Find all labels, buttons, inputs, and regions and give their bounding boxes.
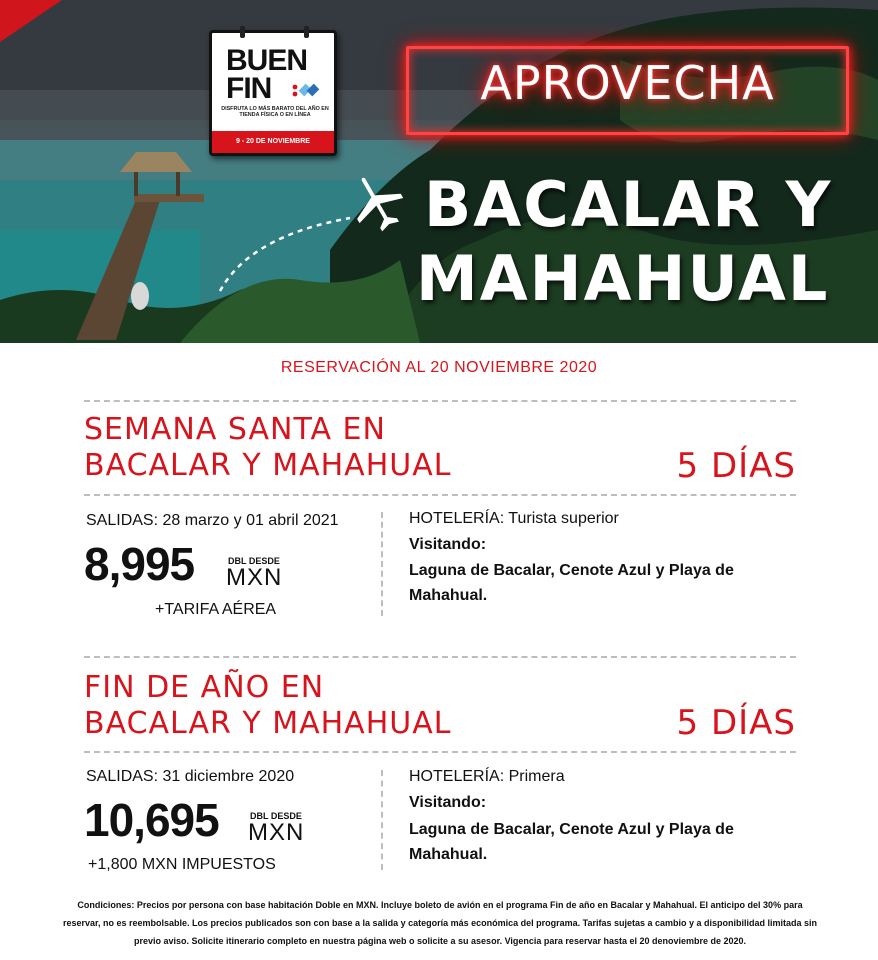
price-extra: +TARIFA AÉREA (155, 601, 277, 618)
price-tag: DBL DESDE (250, 811, 302, 821)
package-title-line2: BACALAR Y MAHAHUAL (84, 448, 452, 483)
corner-flag (0, 0, 62, 42)
calendar-ring-icon (304, 26, 309, 38)
buen-fin-mark-icon (292, 81, 322, 99)
visit-places: Laguna de Bacalar, Cenote Azul y Playa de Mahahual. (409, 562, 734, 604)
hotel-category: HOTELERÍA: Turista superior (409, 510, 619, 527)
headline: APROVECHA (480, 56, 775, 110)
buen-fin-line2: FIN (226, 72, 272, 105)
column-divider (381, 770, 383, 870)
package-title-line2: BACALAR Y MAHAHUAL (84, 706, 452, 741)
price-amount: 10,695 (84, 794, 219, 846)
visit-places: Laguna de Bacalar, Cenote Azul y Playa de Mahahual. (409, 821, 734, 863)
price-tag: DBL DESDE (228, 556, 280, 566)
buen-fin-tagline: DISFRUTA LO MÁS BARATO DEL AÑO EN TIENDA FÍSICA O EN LÍNEA (221, 106, 329, 118)
price-currency: MXN (248, 819, 305, 846)
package-title (84, 412, 451, 484)
divider (84, 494, 796, 496)
destination-line1: BACALAR Y (424, 168, 833, 241)
hero-banner (0, 0, 878, 343)
departure-dates: SALIDAS: 31 diciembre 2020 (86, 768, 295, 785)
package-duration: 5 DÍAS (676, 446, 796, 486)
destination-line2: MAHAHUAL (416, 242, 830, 315)
flight-path-line (210, 206, 360, 296)
buen-fin-line1: BUEN (226, 44, 308, 77)
departure-dates: SALIDAS: 28 marzo y 01 abril 2021 (86, 512, 339, 529)
divider (84, 400, 796, 402)
calendar-ring-icon (240, 26, 245, 38)
price-extra: +1,800 MXN IMPUESTOS (88, 856, 276, 873)
price-currency: MXN (226, 564, 283, 591)
price-amount: 8,995 (84, 538, 195, 590)
package-duration: 5 DÍAS (676, 703, 796, 743)
column-divider (381, 512, 383, 616)
reservation-deadline: RESERVACIÓN AL 20 NOVIEMBRE 2020 (280, 359, 598, 376)
package-title-line1: SEMANA SANTA EN (84, 412, 386, 447)
buen-fin-logo (209, 30, 337, 156)
visit-label: Visitando: (409, 794, 487, 811)
package-title (84, 670, 451, 742)
divider (84, 656, 796, 658)
visit-label: Visitando: (409, 536, 487, 553)
buen-fin-dates: 9 - 20 DE NOVIEMBRE (212, 131, 334, 153)
conditions-text: Condiciones: Precios por persona con base habitación Doble en MXN. Incluye boleto de avión en el programa Fin de año en Bacalar y Mahahual. El anticipo del 30% para reservar, no es reembolsable. Los precios publicados son con base a la salida y categoría más económica del programa. Tarifas sujetas a cambio y a disponibilidad limitada sin previo aviso. Solicite itinerario completo en nuestra página web o solicite a su asesor. Vigencia para reservar hasta el 20 denoviembre de 2020. (62, 900, 818, 946)
divider (84, 751, 796, 753)
package-title-line1: FIN DE AÑO EN (84, 670, 325, 705)
hotel-category: HOTELERÍA: Primera (409, 768, 565, 785)
airplane-icon (346, 172, 408, 234)
